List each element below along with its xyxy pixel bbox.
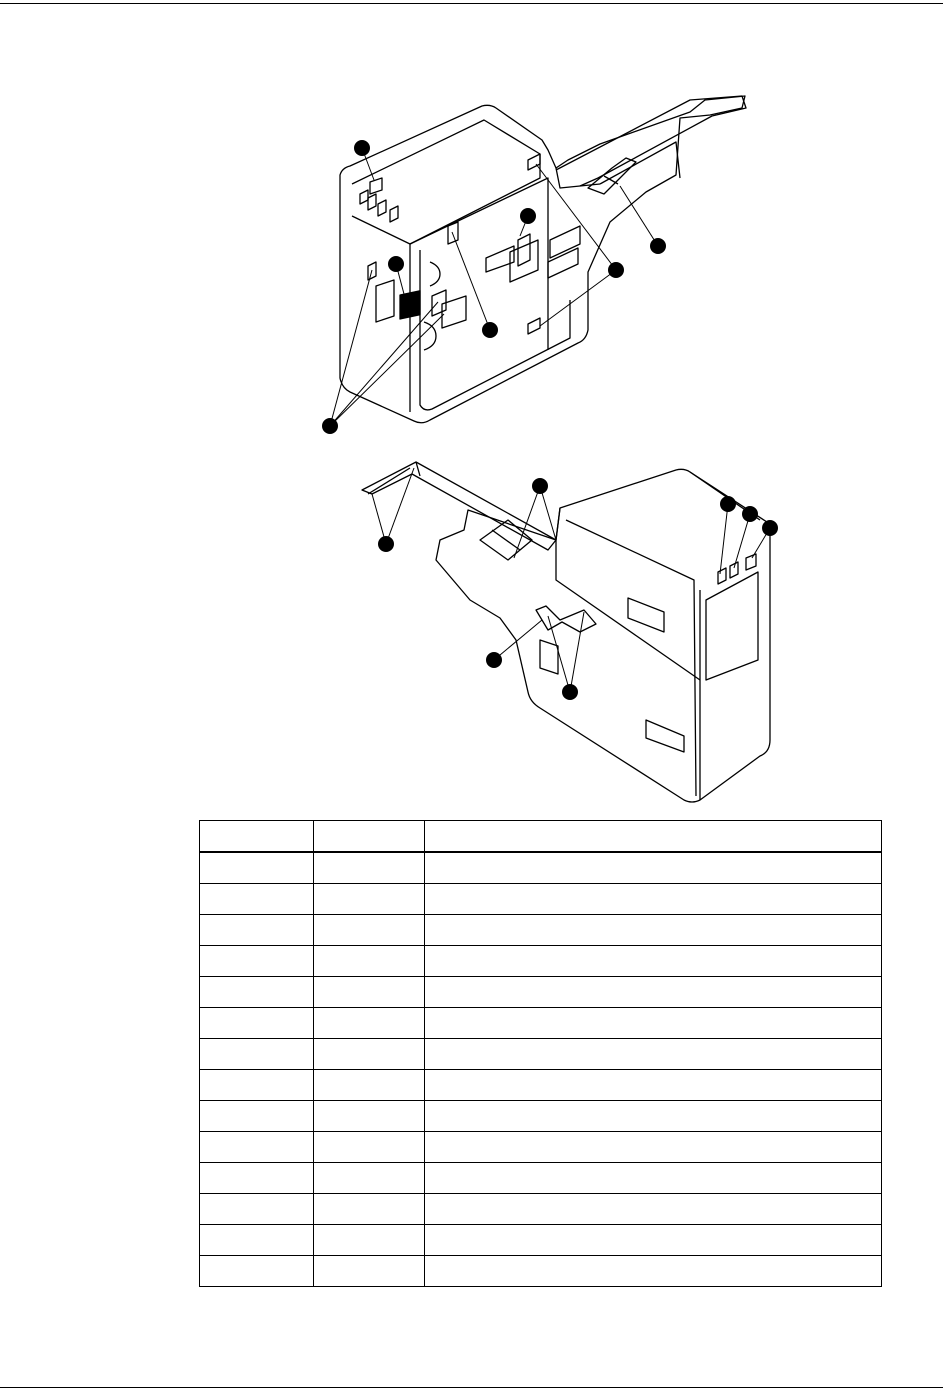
table-cell <box>425 946 882 977</box>
table-cell <box>425 1008 882 1039</box>
callout <box>608 262 624 278</box>
table-cell <box>314 1225 425 1256</box>
table-cell <box>200 946 314 977</box>
table-row <box>200 946 882 977</box>
table-cell <box>425 1039 882 1070</box>
table-row <box>200 915 882 946</box>
table-cell <box>200 1101 314 1132</box>
table-cell <box>425 1256 882 1287</box>
table-cell <box>425 884 882 915</box>
table-cell <box>314 1163 425 1194</box>
table-cell <box>425 1070 882 1101</box>
table-header-row <box>200 821 882 853</box>
table-cell <box>425 852 882 884</box>
table-cell <box>314 1256 425 1287</box>
table-cell <box>200 977 314 1008</box>
table-cell <box>200 1163 314 1194</box>
table-row <box>200 977 882 1008</box>
table-cell <box>425 1132 882 1163</box>
table-row <box>200 884 882 915</box>
table-row <box>200 1163 882 1194</box>
callout <box>486 652 502 668</box>
callout <box>742 506 758 522</box>
table-row <box>200 1194 882 1225</box>
table-cell <box>314 1070 425 1101</box>
footer-rule <box>0 1387 943 1388</box>
table-cell <box>314 1008 425 1039</box>
callout <box>562 684 578 700</box>
table-row <box>200 1070 882 1101</box>
callout <box>482 322 498 338</box>
table-cell <box>314 1101 425 1132</box>
header-cell <box>425 821 882 853</box>
table-cell <box>314 1132 425 1163</box>
table-cell <box>200 1256 314 1287</box>
table-cell <box>200 852 314 884</box>
callout <box>720 496 736 512</box>
table-cell <box>200 1225 314 1256</box>
table-cell <box>200 884 314 915</box>
table-cell <box>425 1163 882 1194</box>
table-row <box>200 1256 882 1287</box>
table-cell <box>314 1194 425 1225</box>
table-cell <box>425 1101 882 1132</box>
table-cell <box>200 1194 314 1225</box>
lower-leader-lines <box>372 468 770 692</box>
lower-body-outline <box>436 469 770 802</box>
callout <box>650 238 666 254</box>
table-cell <box>314 915 425 946</box>
table-cell <box>425 977 882 1008</box>
table-row <box>200 1008 882 1039</box>
lower-callouts <box>378 478 778 700</box>
table-cell <box>425 1194 882 1225</box>
table-row <box>200 852 882 884</box>
callout <box>322 418 338 434</box>
table-row <box>200 1132 882 1163</box>
header-cell <box>314 821 425 853</box>
table-row <box>200 1039 882 1070</box>
table-row <box>200 1225 882 1256</box>
table-row <box>200 1101 882 1132</box>
lower-view <box>362 462 770 802</box>
table-cell <box>314 852 425 884</box>
callout <box>762 520 778 536</box>
upper-exit-tray <box>556 96 746 186</box>
callout <box>520 208 536 224</box>
table-cell <box>314 1039 425 1070</box>
table-cell <box>200 1008 314 1039</box>
lower-exit-tray <box>362 462 556 550</box>
table-cell <box>314 884 425 915</box>
table-cell <box>200 1132 314 1163</box>
upper-sensor-block <box>400 291 420 319</box>
table-cell <box>200 915 314 946</box>
table-cell <box>314 946 425 977</box>
table-cell <box>425 915 882 946</box>
callout <box>354 140 370 156</box>
table-cell <box>200 1039 314 1070</box>
header-cell <box>200 821 314 853</box>
callout <box>378 536 394 552</box>
callout <box>388 256 404 272</box>
table-cell <box>425 1225 882 1256</box>
callout <box>532 478 548 494</box>
table-cell <box>314 977 425 1008</box>
parts-list-table <box>199 820 882 1287</box>
table-cell <box>200 1070 314 1101</box>
